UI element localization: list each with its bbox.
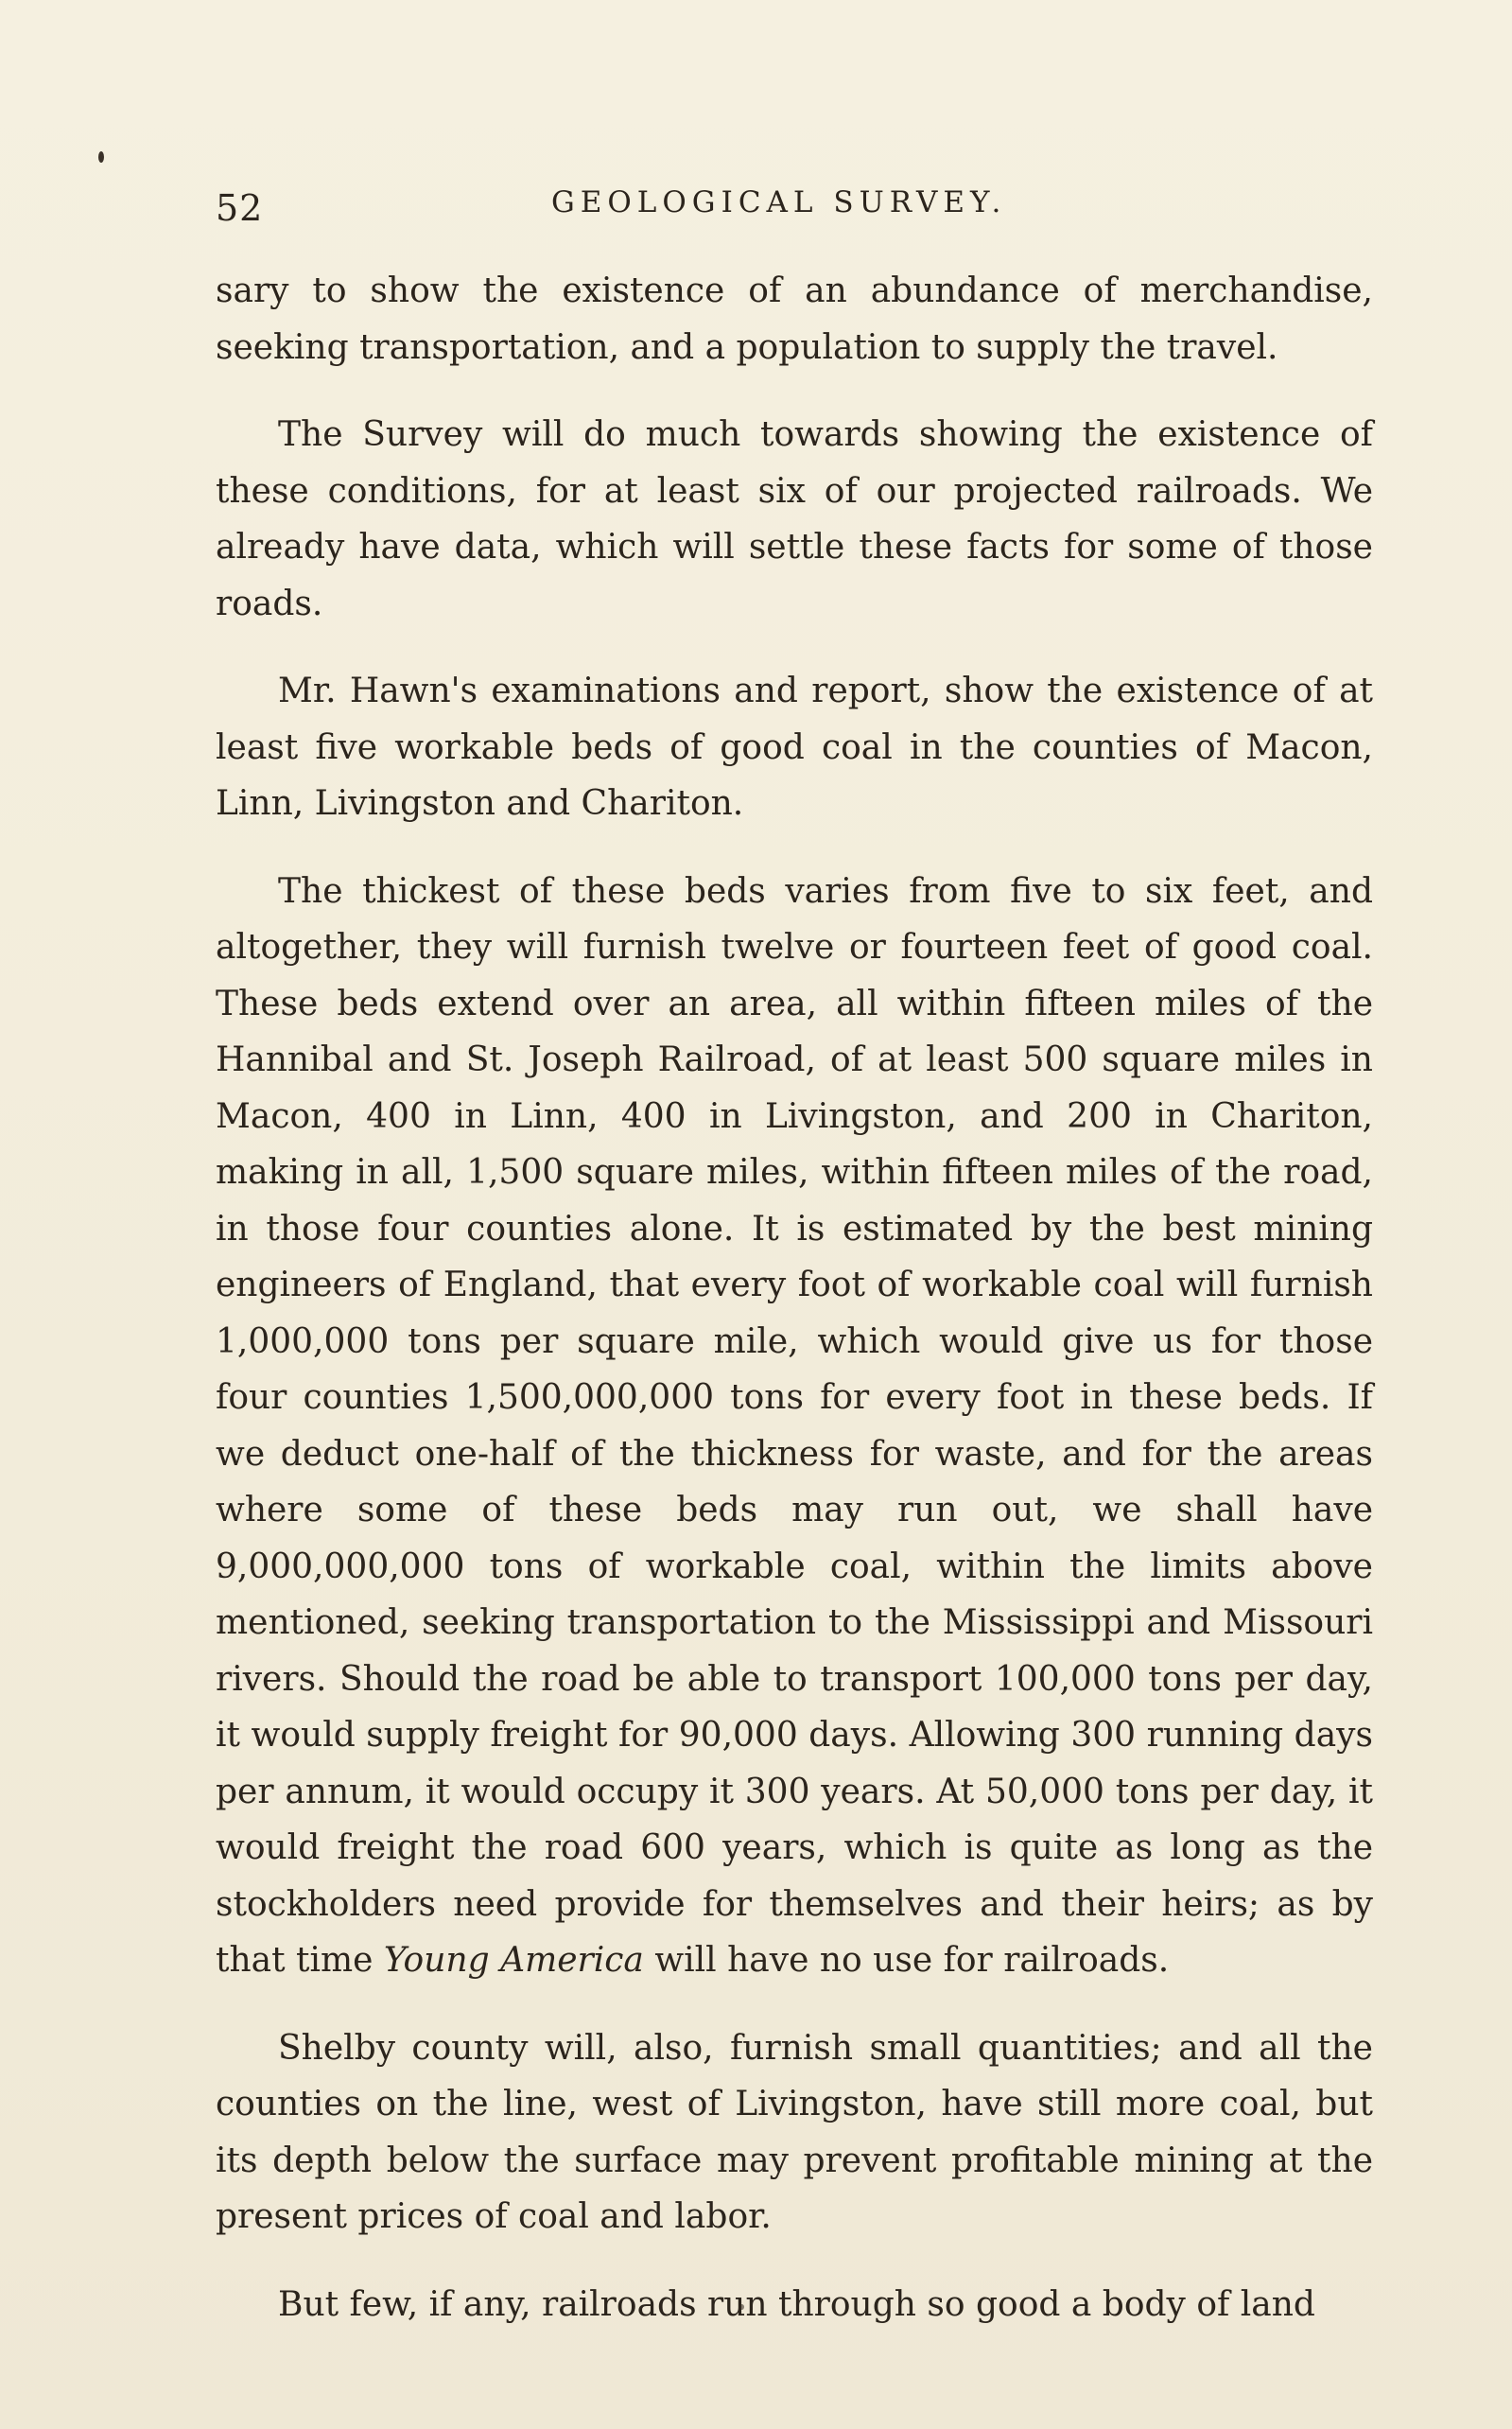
- paragraph-railroads-land: But few, if any, railroads run through so good a body of land: [278, 2284, 1315, 2324]
- coal-estimate-tail: will have no use for railroads.: [643, 1941, 1170, 1980]
- running-head: [216, 180, 1379, 236]
- paragraph-survey-conditions: The Survey will do much towards showing the existence of these conditions, for at least six of our projected railroads. We already have data, which will settle these facts for some of those roads.: [216, 415, 1373, 623]
- coal-estimate-text: The thickest of these beds varies from five to six feet, and altogether, they will furnish twelve or fourteen feet of good coal. These beds extend over an area, all within fifteen miles of the Hannibal and St. Joseph Railroad, of at least 500 square miles in Macon, 400 in Linn, 400 in Livingston, and 200 in Chariton, making in all, 1,500 square miles, within fifteen miles of the road, in those four counties alone. It is estimated by the best mining engineers of England, that every foot of workable coal will furnish 1,000,000 tons per square mile, which would give us for those four counties 1,500,000,000 tons for every foot in these beds. If we deduct one-half of the thickness for waste, and for the areas where some of these beds may run out, we shall have 9,000,000,000 tons of workable coal, within the limits above mentioned, seeking transportation to the Mississippi and Missouri rivers. Should the road be able to transport 100,000 tons per day, it would supply freight for 90,000 days. Allowing 300 running days per annum, it would occupy it 300 years. At 50,000 tons per day, it would freight the road 600 years, which is quite as long as the stockholders need provide for themselves and their heirs; as by that time: [216, 871, 1373, 1980]
- ink-speck: [98, 151, 104, 163]
- body-text: [216, 263, 1373, 2364]
- italic-phrase: Young America: [383, 1941, 644, 1980]
- paragraph-coal-estimate: [216, 864, 1373, 1989]
- paragraph-continuation: sary to show the existence of an abundance of merchandise, seeking transportation, and a population to supply the travel.: [216, 271, 1373, 367]
- paragraph-hawn-report: Mr. Hawn's examinations and report, show the existence of at least five workable beds of good coal in the counties of Macon, Linn, Livingston and Chariton.: [216, 672, 1373, 823]
- running-title: GEOLOGICAL SURVEY.: [551, 185, 1007, 219]
- page-number: 52: [216, 187, 264, 229]
- paragraph-shelby-county: Shelby county will, also, furnish small quantities; and all the counties on the line, west of Livingston, have still more coal, but its depth below the surface may prevent profitable mining at the present prices of coal and labor.: [216, 2028, 1373, 2236]
